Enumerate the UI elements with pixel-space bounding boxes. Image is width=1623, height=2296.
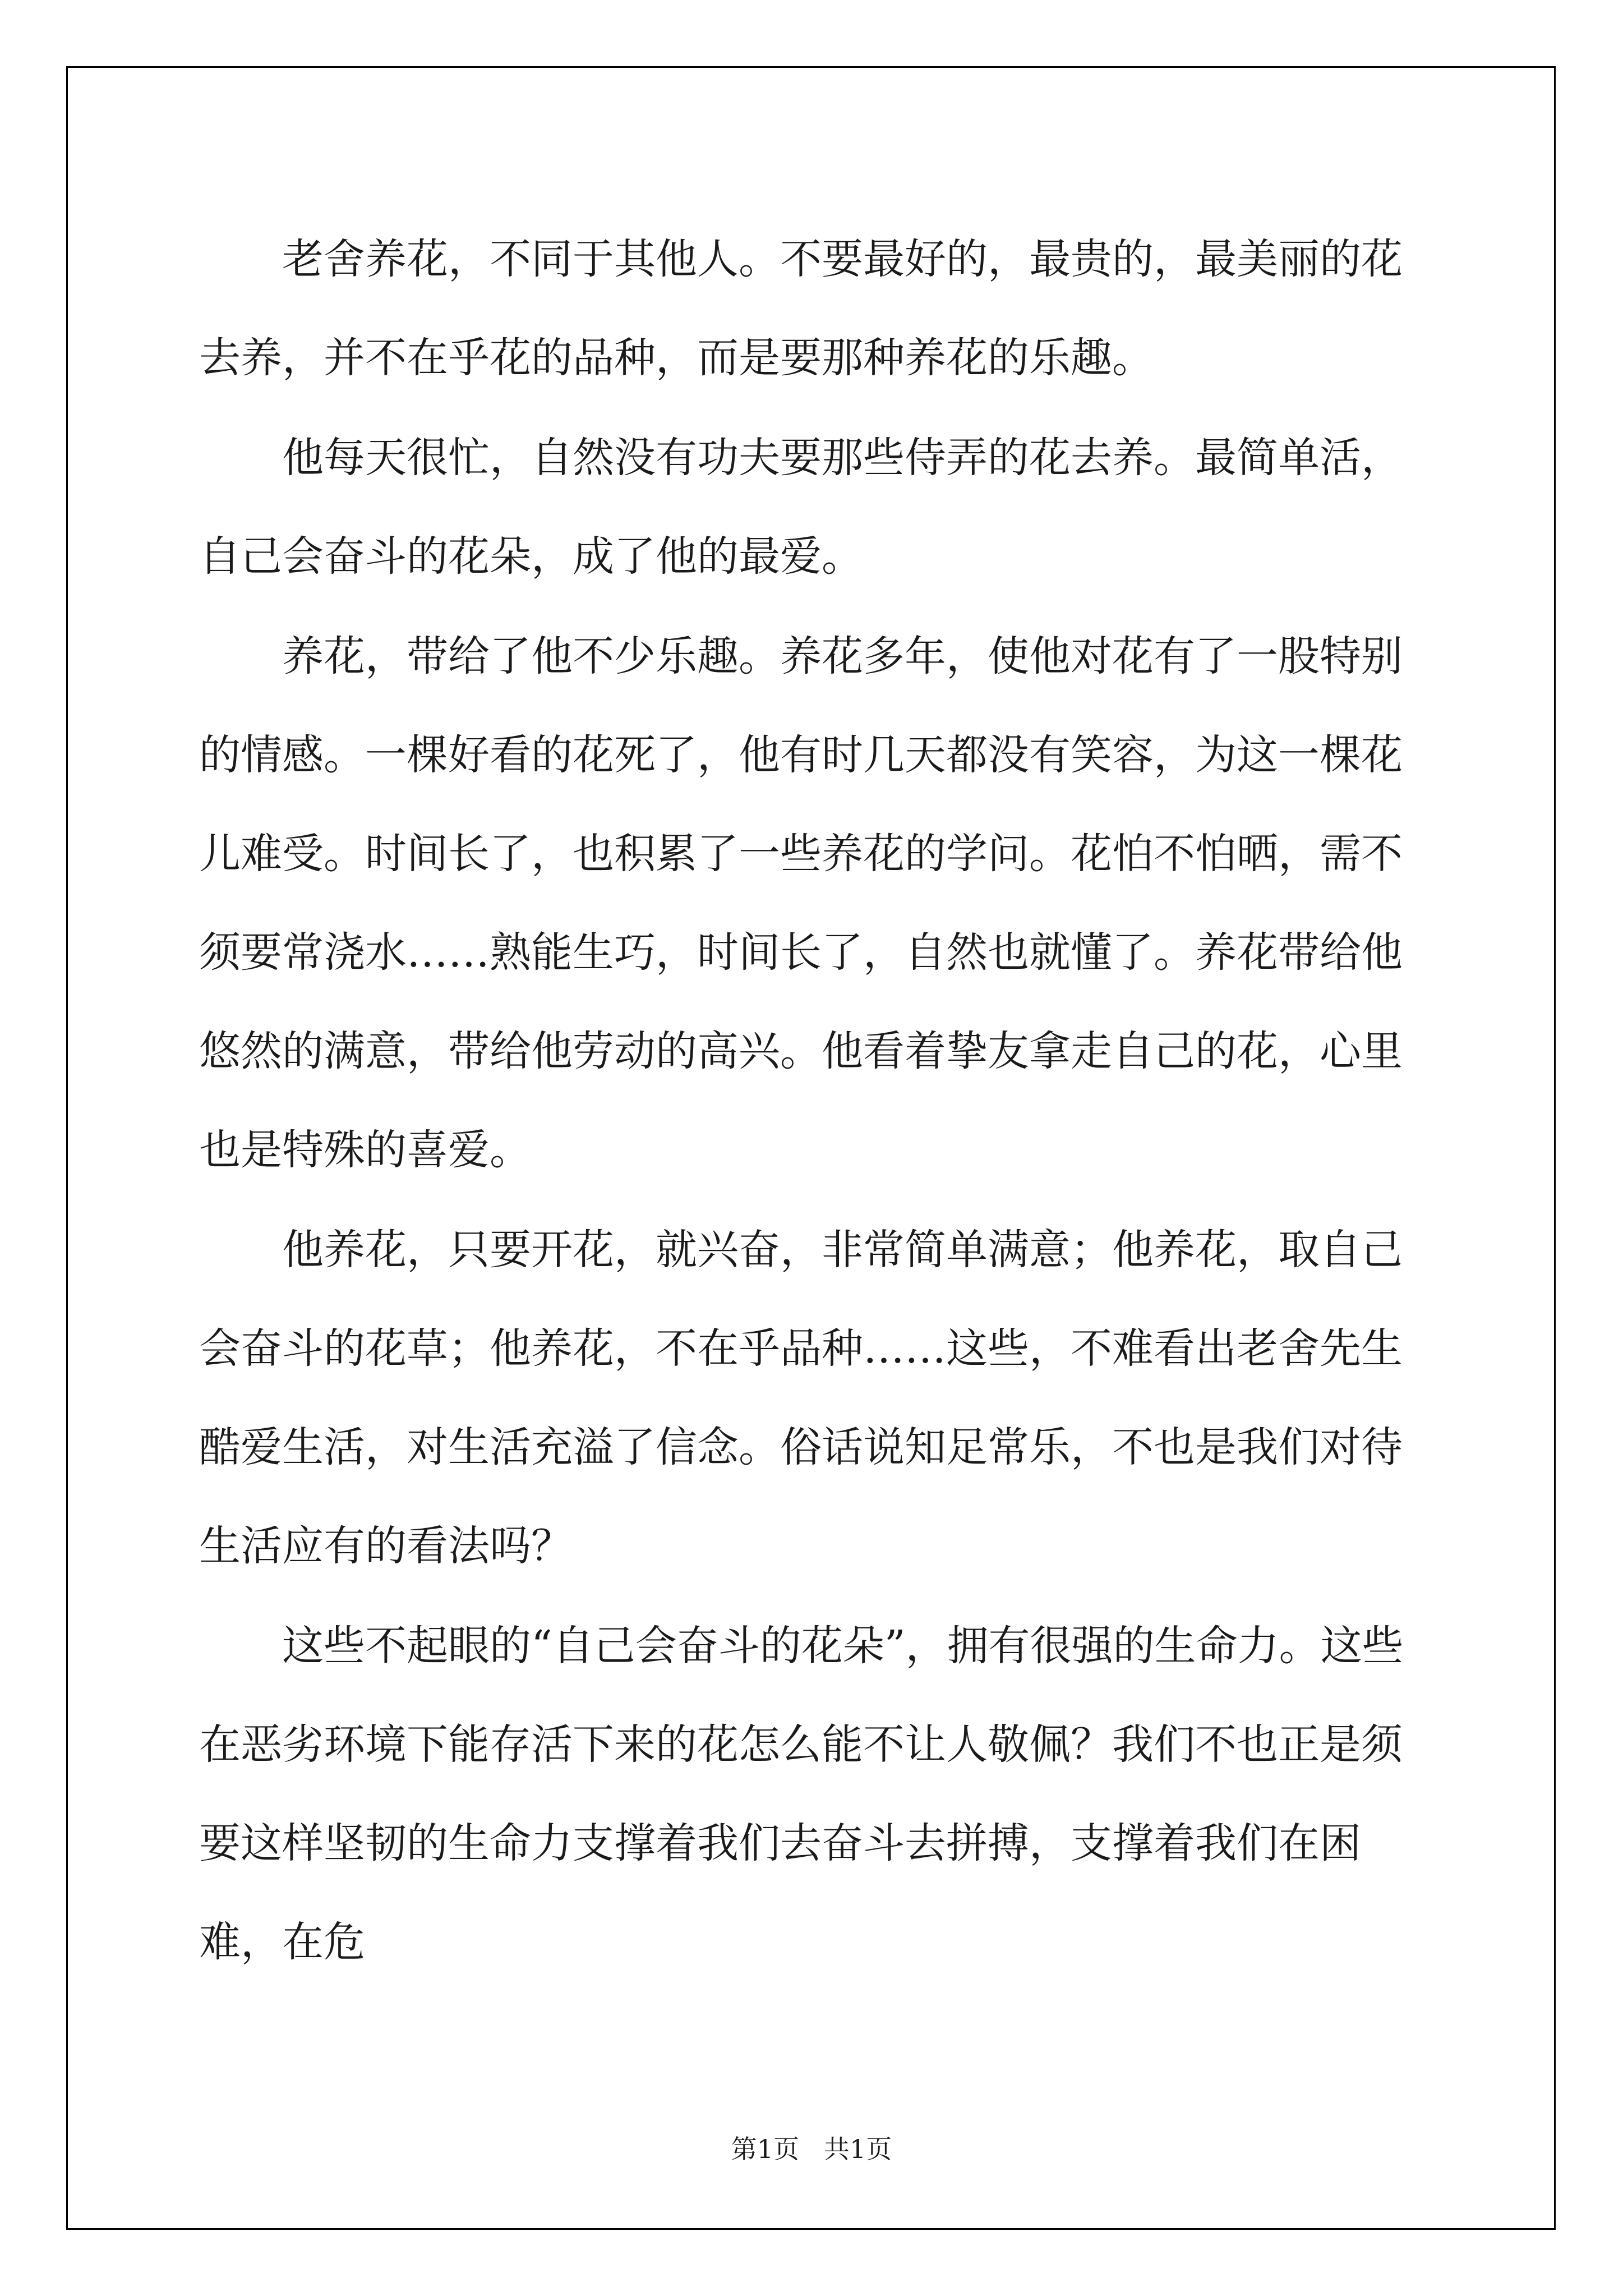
paragraph-5: 这些不起眼的“自己会奋斗的花朵”，拥有很强的生命力。这些在恶劣环境下能存活下来的花怎么能不让人敬佩？我们不也正是须要这样坚韧的生命力支撑着我们去奋斗去拼搏，支撑着我们在困难，在危 [199,1622,1404,1966]
paragraph-1: 老舍养花，不同于其他人。不要最好的，最贵的，最美丽的花去养，并不在乎花的品种，而是要那种养花的乐趣。 [199,235,1403,382]
paragraph-4: 他养花，只要开花，就兴奋，非常简单满意；他养花，取自己会奋斗的花草；他养花，不在乎品种……这些，不难看出老舍先生酷爱生活，对生活充溢了信念。俗话说知足常乐，不也是我们对待生活应有的看法吗？ [199,1226,1403,1570]
paragraph-2: 他每天很忙，自然没有功夫要那些侍弄的花去养。最简单活，自己会奋斗的花朵，成了他的最爱。 [199,434,1403,581]
page-footer: 第1页 共1页 [731,2134,892,2164]
document-body [199,210,1433,1991]
paragraph-3: 养花，带给了他不少乐趣。养花多年，使他对花有了一股特别的情感。一棵好看的花死了，他有时几天都没有笑容，为这一棵花儿难受。时间长了，也积累了一些养花的学问。花怕不怕晒，需不须要常浇水……熟能生巧，时间长了，自然也就懂了。养花带给他悠然的满意，带给他劳动的高兴。他看着挚友拿走自己的花，心里也是特殊的喜爱。 [199,632,1403,1174]
